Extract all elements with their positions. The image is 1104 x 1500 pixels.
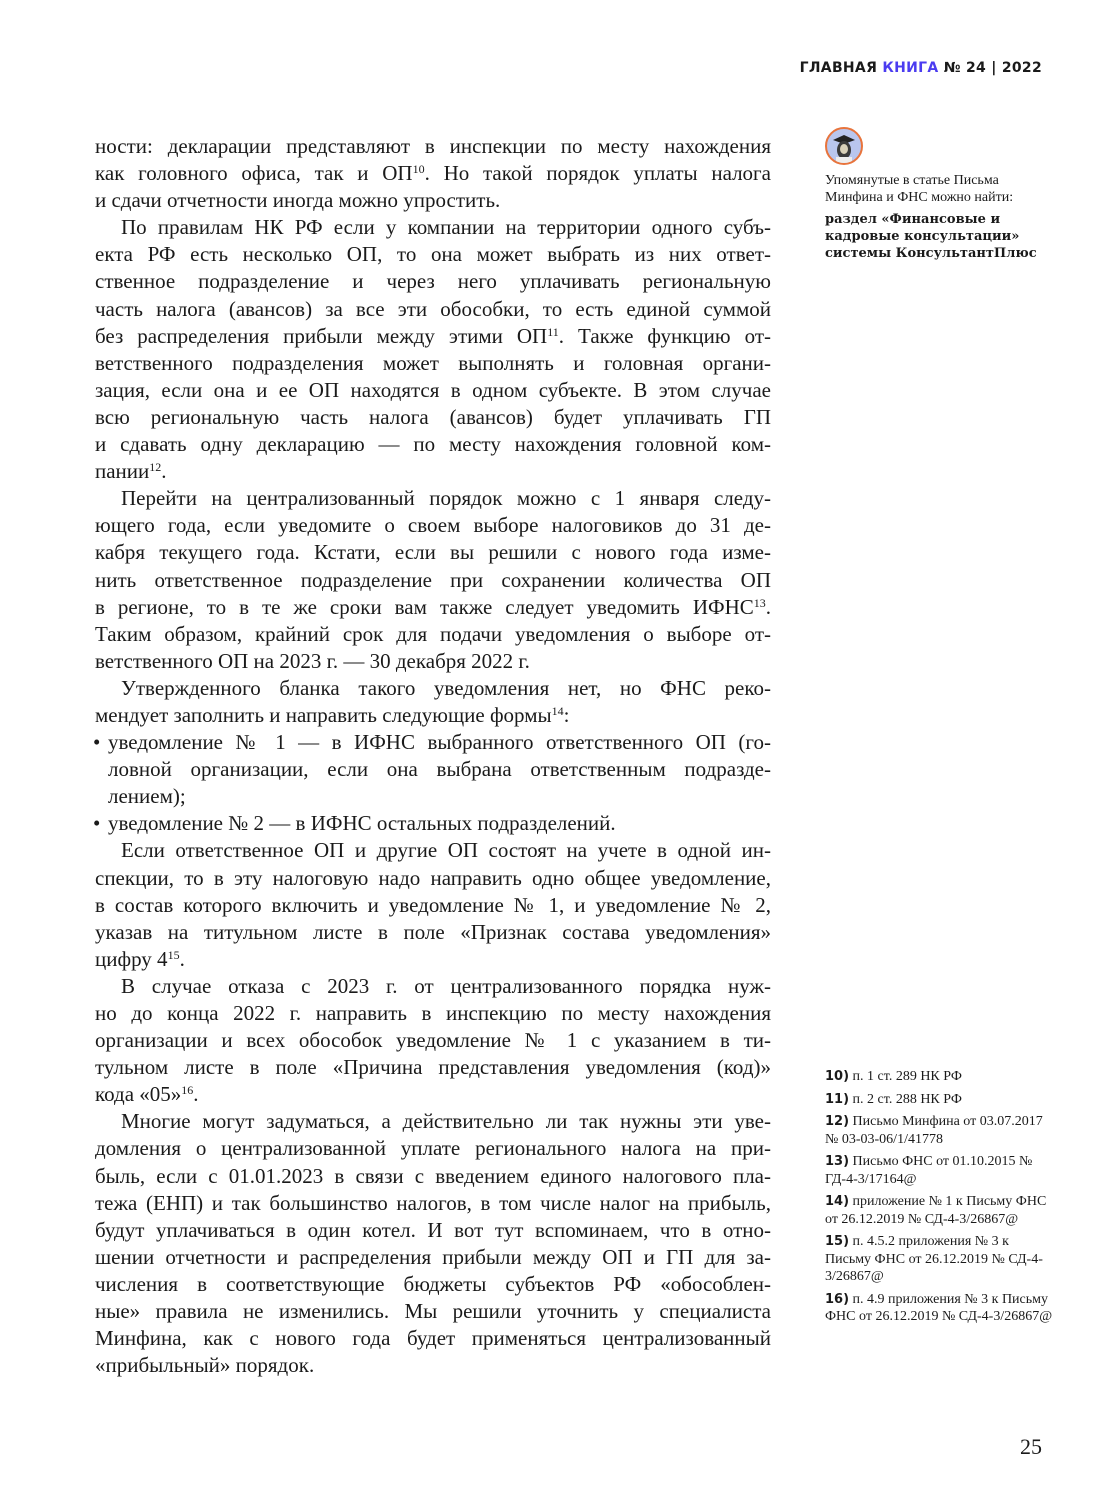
line-text: без распределения прибыли между этими ОП	[95, 323, 548, 348]
footnote-number: 12)	[825, 1114, 850, 1129]
line-text: ветственного ОП на 2023 г. — 30 декабря 2022 г.	[95, 648, 530, 673]
sidebar-note-text: Упомянутые в статье Письма Минфина и ФНС можно найти:	[825, 173, 1014, 205]
text-line	[95, 973, 771, 1000]
text-line	[95, 296, 771, 323]
line-text: .	[765, 594, 771, 619]
text-line	[95, 404, 771, 431]
text-line	[95, 946, 771, 973]
line-text: уведомление № 2 — в ИФНС остальных подразделений.	[108, 811, 616, 836]
footnote-text: п. 4.5.2 приложения № 3 к Письму ФНС от 26.12.2019 № СД-4-3/26867@	[825, 1234, 1043, 1284]
text-line	[95, 1000, 771, 1027]
line-text: Если ответственное ОП и другие ОП состоят на учете в одной ин-	[121, 838, 771, 863]
text-line	[95, 1325, 771, 1352]
text-line	[95, 187, 771, 214]
footnote-ref[interactable]: 16	[181, 1083, 194, 1098]
text-line	[95, 1271, 771, 1298]
line-text: кабря текущего года. Кстати, если вы решили с нового года изме-	[95, 540, 771, 565]
text-line	[95, 648, 771, 675]
text-line	[95, 892, 771, 919]
text-line	[95, 377, 771, 404]
footnote	[825, 1153, 1055, 1188]
line-text: часть налога (авансов) за все эти обособки, то есть единой суммой	[95, 296, 771, 321]
line-text: «прибыльный» порядок.	[95, 1353, 315, 1378]
line-text: тульном листе в поле «Причина представления уведомления (код)»	[95, 1055, 771, 1080]
line-text: пании	[95, 459, 150, 484]
footnote-text: п. 4.9 приложения № 3 к Письму ФНС от 26.12.2019 № СД-4-3/26867@	[825, 1291, 1053, 1324]
line-text: :	[563, 702, 570, 727]
text-line	[95, 539, 771, 566]
line-text: ющего года, если уведомите о своем выборе налоговиков до 31 де-	[95, 513, 771, 538]
line-text: Утвержденного бланка такого уведомления нет, но ФНС реко-	[121, 675, 771, 700]
line-text: . Но такой порядок уплаты налога	[424, 161, 771, 186]
line-text: уведомление № 1 — в ИФНС выбранного ответственного ОП (го-	[108, 730, 771, 755]
line-text: в регионе, то в те же сроки вам также следует уведомить ИФНС	[95, 594, 754, 619]
line-text: . Также функцию от-	[558, 323, 771, 348]
header-issue: № 24 | 2022	[943, 60, 1042, 76]
text-line	[95, 1298, 771, 1325]
line-text: спекции, то в эту налоговую надо направить одно общее уведомление,	[95, 865, 771, 890]
bullet-icon: •	[93, 730, 101, 755]
footnote-number: 11)	[825, 1091, 850, 1107]
footnote-text: п. 1 ст. 289 НК РФ	[852, 1069, 962, 1084]
footnote-ref[interactable]: 13	[753, 595, 766, 610]
line-text: всю региональную часть налога (авансов) будет уплачивать ГП	[95, 404, 771, 429]
line-text: быль, если с 01.01.2023 в связи с введением единого налогового пла-	[95, 1163, 771, 1188]
footnote-number: 15)	[825, 1234, 850, 1249]
line-text: екта РФ есть несколько ОП, то она может выбрать из них ответ-	[95, 242, 771, 267]
line-text: зация, если она и ее ОП находятся в одном субъекте. В этом случае	[95, 377, 771, 402]
footnote-number: 13)	[825, 1154, 850, 1169]
bullet-line	[95, 783, 771, 810]
header-title-accent: КНИГА	[882, 60, 939, 76]
line-text: нить ответственное подразделение при сохранении количества ОП	[95, 567, 771, 592]
line-text: организации и всех обособок уведомление № 1 с указанием в ти-	[95, 1028, 771, 1053]
line-text: лением);	[108, 784, 186, 809]
footnotes	[825, 1068, 1055, 1331]
text-line	[95, 512, 771, 539]
footnote-ref[interactable]: 14	[551, 703, 564, 718]
line-text: ственное подразделение и через него уплачивать региональную	[95, 269, 771, 294]
text-line	[95, 1163, 771, 1190]
line-text: тежа (ЕНП) и так большинство налогов, в том числе налог на прибыль,	[95, 1190, 771, 1215]
line-text: Минфина, как с нового года будет применяться централизованный	[95, 1326, 771, 1351]
text-line	[95, 485, 771, 512]
line-text: и сдачи отчетности иногда можно упростить.	[95, 188, 501, 213]
text-line	[95, 865, 771, 892]
sidebar-note	[825, 172, 1055, 262]
text-line	[95, 675, 771, 702]
consultant-avatar-icon	[825, 127, 863, 165]
text-line	[95, 350, 771, 377]
line-text: будут уплачиваться в один котел. И вот тут вспоминаем, что в отно-	[95, 1217, 771, 1242]
line-text: Многие могут задуматься, а действительно ли так нужны эти уве-	[121, 1109, 771, 1134]
article-body	[95, 133, 771, 1379]
text-line	[95, 1352, 771, 1379]
footnote	[825, 1091, 1055, 1109]
text-line	[95, 458, 771, 485]
text-line	[95, 160, 771, 187]
line-text: Таким образом, крайний срок для подачи уведомления о выборе от-	[95, 621, 771, 646]
text-line	[95, 1081, 771, 1108]
line-text: Перейти на централизованный порядок можно с 1 января следу-	[121, 486, 771, 511]
bullet-line	[95, 810, 771, 837]
line-text: числения в соответствующие бюджеты субъектов РФ «обособлен-	[95, 1271, 771, 1296]
bullet-line	[95, 756, 771, 783]
text-line	[95, 133, 771, 160]
text-line	[95, 431, 771, 458]
line-text: .	[193, 1082, 199, 1107]
line-text: ловной организации, если она выбрана ответственным подразде-	[108, 757, 771, 782]
line-text: ветственного подразделения может выполнять и головная органи-	[95, 350, 771, 375]
bullet-line	[95, 729, 771, 756]
text-line	[95, 1217, 771, 1244]
text-line	[95, 1190, 771, 1217]
footnote	[825, 1113, 1055, 1148]
text-line	[95, 214, 771, 241]
line-text: и сдавать одну декларацию — по месту нахождения головной ком-	[95, 432, 771, 457]
text-line	[95, 323, 771, 350]
text-line	[95, 1054, 771, 1081]
footnote-number: 10)	[825, 1069, 850, 1084]
line-text: указав на титульном листе в поле «Признак состава уведомления»	[95, 919, 771, 944]
line-text: как головного офиса, так и ОП	[95, 161, 413, 186]
footnote-number: 16)	[825, 1291, 850, 1307]
bullet-icon: •	[93, 811, 101, 836]
footnote	[825, 1193, 1055, 1228]
text-line	[95, 1135, 771, 1162]
line-text: но до конца 2022 г. направить в инспекцию по месту нахождения	[95, 1001, 771, 1025]
text-line	[95, 594, 771, 621]
line-text: В случае отказа с 2023 г. от централизованного порядка нуж-	[121, 973, 771, 998]
footnote-ref[interactable]: 11	[547, 324, 559, 339]
line-text: .	[179, 946, 185, 971]
text-line	[95, 241, 771, 268]
footnote	[825, 1068, 1055, 1086]
text-line	[95, 1244, 771, 1271]
footnote-number: 14)	[825, 1194, 850, 1209]
footnote-ref[interactable]: 15	[167, 947, 180, 962]
running-header	[800, 60, 1042, 76]
text-line	[95, 919, 771, 946]
footnote	[825, 1233, 1055, 1286]
text-line	[95, 567, 771, 594]
footnote-ref[interactable]: 12	[149, 460, 162, 475]
footnote-text: п. 2 ст. 288 НК РФ	[852, 1091, 962, 1107]
line-text: ности: декларации представляют в инспекции по месту нахождения	[95, 134, 771, 158]
line-text: мендует заполнить и направить следующие формы	[95, 702, 552, 727]
page-number: 25	[1020, 1434, 1042, 1459]
line-text: цифру 4	[95, 946, 168, 971]
line-text: домления о централизованной уплате регионального налога на при-	[95, 1136, 771, 1161]
footnote-text: Письмо ФНС от 01.10.2015 № ГД-4-3/17164@	[825, 1154, 1033, 1187]
footnote-ref[interactable]: 10	[412, 162, 425, 177]
header-title: ГЛАВНАЯ	[799, 60, 878, 76]
sidebar-note-source: раздел «Финансовые и кадровые консультации» системы КонсультантПлюс	[825, 212, 1037, 261]
footnote	[825, 1291, 1055, 1326]
text-line	[95, 621, 771, 648]
line-text: ные» правила не изменились. Мы решили уточнить у специалиста	[95, 1299, 771, 1324]
line-text: кода «05»	[95, 1082, 182, 1107]
line-text: в состав которого включить и уведомление № 1, и уведомление № 2,	[95, 892, 771, 917]
footnote-text: Письмо Минфина от 03.07.2017 № 03-03-06/1/41778	[825, 1114, 1043, 1147]
text-line	[95, 702, 771, 729]
text-line	[95, 1108, 771, 1135]
line-text: .	[161, 459, 167, 484]
text-line	[95, 1027, 771, 1054]
footnote-text: приложение № 1 к Письму ФНС от 26.12.2019 № СД-4-3/26867@	[825, 1194, 1047, 1227]
line-text: По правилам НК РФ если у компании на территории одного субъ-	[121, 215, 771, 240]
text-line	[95, 837, 771, 864]
line-text: шении отчетности и распределения прибыли между ОП и ГП для за-	[95, 1244, 771, 1269]
text-line	[95, 268, 771, 295]
